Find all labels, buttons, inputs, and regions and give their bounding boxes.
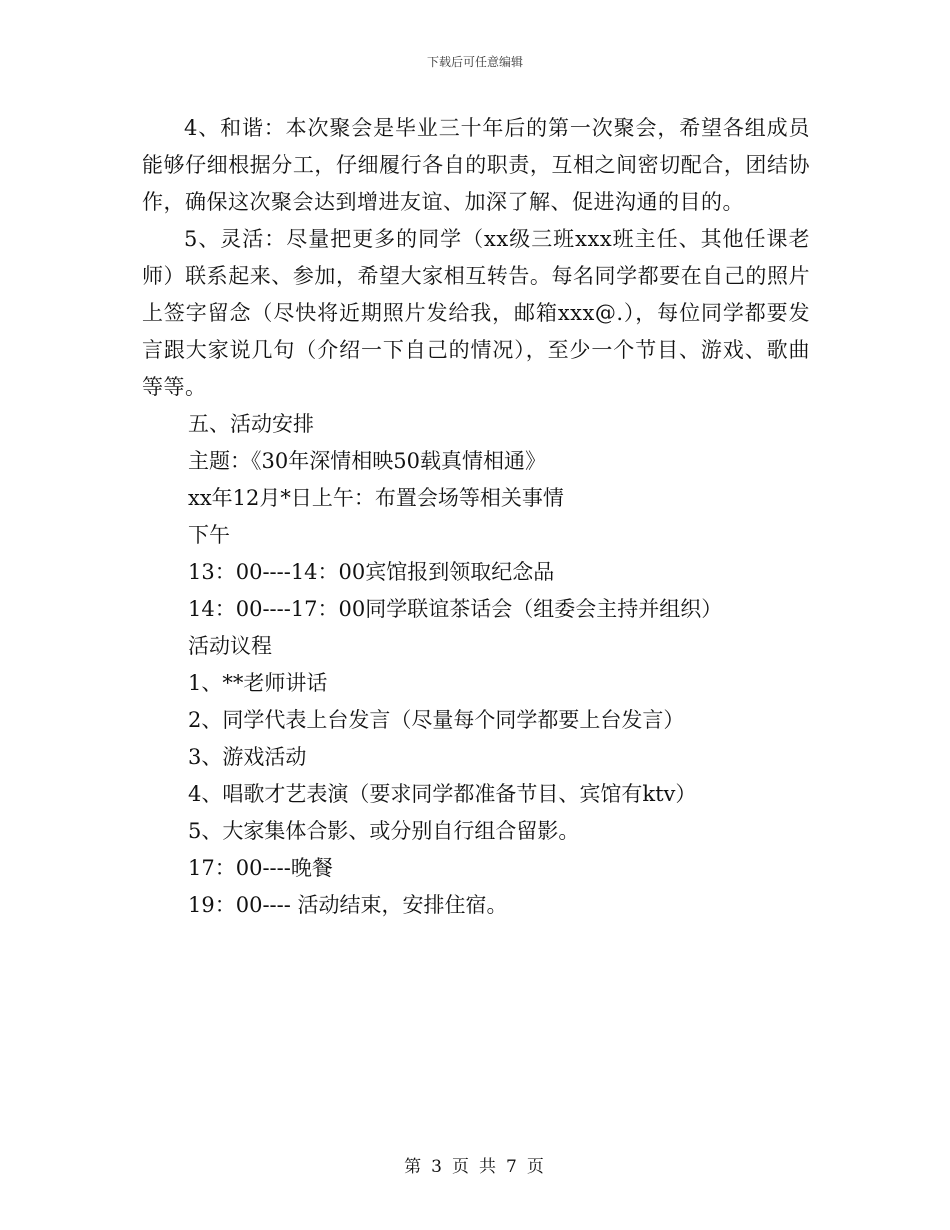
page-header: 下载后可任意编辑 — [426, 55, 523, 69]
agenda-item: 1、**老师讲话 — [188, 671, 328, 695]
footer-current-page: 3 — [431, 1157, 444, 1177]
page-footer — [0, 1152, 950, 1177]
paragraph-harmony: 4、和谐：本次聚会是毕业三十年后的第一次聚会，希望各组成员能够仔细根据分工，仔细履行各自的职责，互相之间密切配合，团结协作，确保这次聚会达到增进友谊、加深了解、促进沟通的目的。 — [142, 116, 810, 214]
agenda-item: 4、唱歌才艺表演（要求同学都准备节目、宾馆有ktv） — [188, 782, 697, 806]
schedule-tea-party: 14：00----17：00同学联谊茶话会（组委会主持并组织） — [188, 597, 723, 621]
agenda-item: 2、同学代表上台发言（尽量每个同学都要上台发言） — [188, 708, 685, 732]
schedule-morning: xx年12月*日上午：布置会场等相关事情 — [188, 486, 564, 510]
schedule-dinner: 17：00----晚餐 — [188, 856, 333, 880]
footer-page-unit: 页 — [452, 1157, 471, 1177]
schedule-afternoon-label: 下午 — [188, 523, 230, 547]
agenda-item: 3、游戏活动 — [188, 745, 307, 769]
footer-page-label: 第 — [404, 1157, 424, 1177]
schedule-checkin: 13：00----14：00宾馆报到领取纪念品 — [188, 560, 555, 584]
footer-total-pages: 7 — [506, 1157, 519, 1177]
agenda-heading: 活动议程 — [188, 634, 272, 658]
paragraph-flexibility: 5、灵活：尽量把更多的同学（xx级三班xxx班主任、其他任课老师）联系起来、参加，希望大家相互转告。每名同学都要在自己的照片上签字留念（尽快将近期照片发给我，邮箱xxx@.），每位同学都要发言跟大家说几句（介绍一下自己的情况），至少一个节目、游戏、歌曲等等。 — [142, 227, 810, 399]
document-body — [142, 110, 810, 924]
schedule-end: 19：00---- 活动结束，安排住宿。 — [188, 893, 508, 917]
agenda-item: 5、大家集体合影、或分别自行组合留影。 — [188, 819, 580, 843]
footer-total-label: 共 — [479, 1157, 498, 1177]
theme-line: 主题：《30年深情相映50载真情相通》 — [188, 449, 546, 473]
section-heading-activity-arrangement: 五、活动安排 — [188, 412, 314, 436]
footer-total-unit: 页 — [526, 1157, 546, 1177]
